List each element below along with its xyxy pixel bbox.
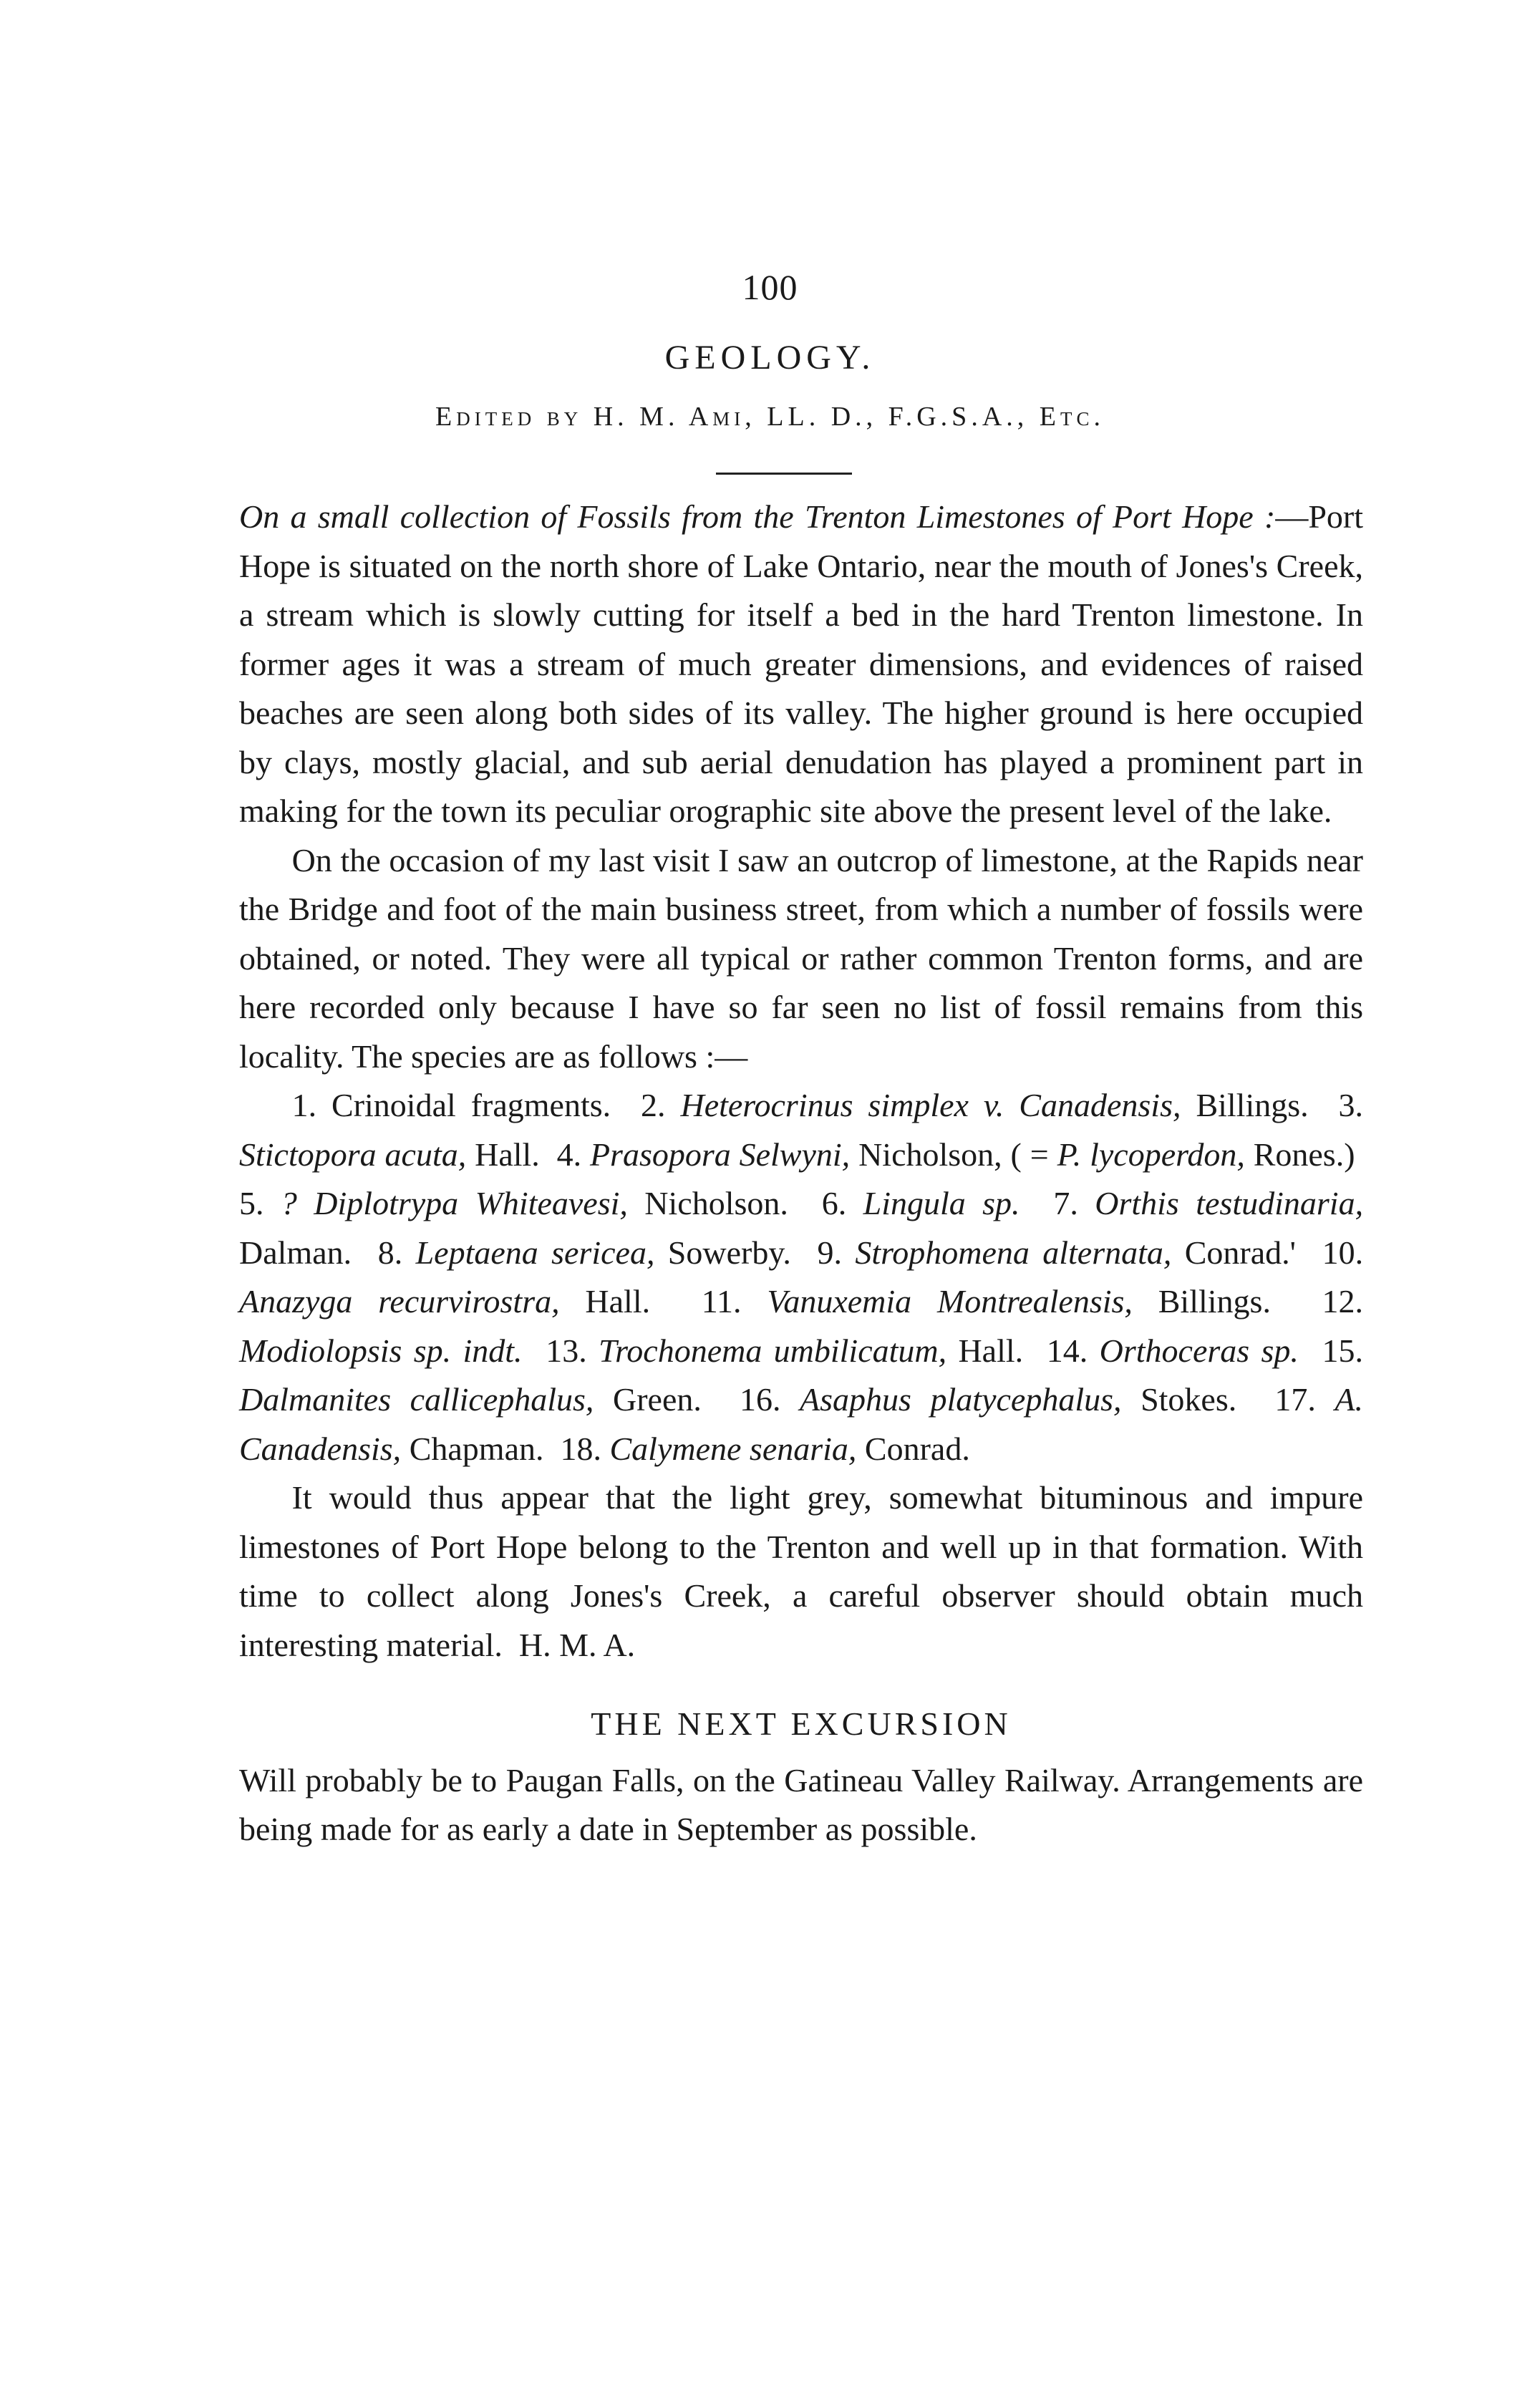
article-title: On a small collection of Fossils from the Trenton Limestones of Port Hope : (239, 498, 1276, 535)
species-item: 2. Heterocrinus simplex v. Canadensis, Billings. (641, 1087, 1309, 1123)
article-paragraph-3: It would thus appear that the light grey, somewhat bituminous and impure limestones of Port Hope belong to the Trenton and well up in that formation. With time to collect along Jones's Creek, a careful observer should obtain much interesting material. H. M. A. (239, 1479, 1363, 1663)
species-item: 5. ? Diplotrypa Whiteavesi, Nicholson. (239, 1185, 788, 1221)
section-title: GEOLOGY. (664, 339, 876, 377)
species-item: 18. Calymene senaria, Conrad. (560, 1430, 970, 1467)
species-item: 3. Stictopora acuta, Hall. (239, 1087, 1364, 1173)
editor-line: Edited by H. M. Ami, LL. D., F.G.S.A., Etc. (435, 402, 1105, 432)
species-item: 17. A. Canadensis, Chapman. (239, 1381, 1364, 1467)
species-item: 9. Strophomena alternata, Conrad.' (817, 1234, 1296, 1271)
species-item: 4. Prasopora Selwyni, Nicholson, (556, 1136, 1002, 1173)
species-item: 16. Asaphus platycephalus, Stokes. (739, 1381, 1237, 1418)
species-item: 12. Modiolopsis sp. indt. (239, 1283, 1364, 1369)
species-item: 6. Lingula sp. (821, 1185, 1020, 1221)
species-item: 10. Anazyga recurvirostra, Hall. (239, 1234, 1364, 1320)
divider (716, 473, 852, 475)
excursion-title: THE NEXT EXCURSION (591, 1705, 1012, 1742)
species-list (239, 1081, 1363, 1473)
species-item: ( = P. lycoperdon, Rones.) (1010, 1136, 1355, 1173)
species-item: 8. Leptaena sericea, Sowerby. (377, 1234, 791, 1271)
species-item: 11. Vanuxemia Montrealensis, Billings. (701, 1283, 1271, 1320)
page-number: 100 (742, 267, 798, 307)
excursion-text: Will probably be to Paugan Falls, on the Gatineau Valley Railway. Arrangements are being made for as early a date in September as possible. (239, 1761, 1363, 1847)
species-item: 1. Crinoidal fragments. (291, 1087, 611, 1123)
article-intro-paragraph (239, 493, 1363, 836)
article-body (239, 493, 1363, 1854)
article-paragraph-2: On the occasion of my last visit I saw an outcrop of limestone, at the Rapids near the Bridge and foot of the main business street, from which a number of fossils were obtained, or noted. They were all typical or rather common Trenton forms, and are here recorded only because I have so far seen no list of fossil remains from this locality. The species are as follows :— (239, 841, 1363, 1075)
species-item: 13. Trochonema umbilicatum, Hall. (546, 1332, 1024, 1369)
article-intro: —Port Hope is situated on the north shore of Lake Ontario, near the mouth of Jones's Creek, a stream which is slowly cutting for itself a bed in the hard Trenton limestone. In former ages it was a stream of much greater dimensions, and evidences of raised beaches are seen along both sides of its valley. The higher ground is here occupied by clays, mostly glacial, and sub aerial denudation has played a prominent part in making for the town its peculiar orographic site above the present level of the lake. (239, 498, 1363, 829)
signature: H. M. A. (518, 1626, 636, 1663)
species-item: 14. Orthoceras sp. (1046, 1332, 1299, 1369)
species-item: 15. Dalmanites callicephalus, Green. (239, 1332, 1364, 1418)
species-item: 7. Orthis testudinaria, Dalman. (239, 1185, 1364, 1271)
